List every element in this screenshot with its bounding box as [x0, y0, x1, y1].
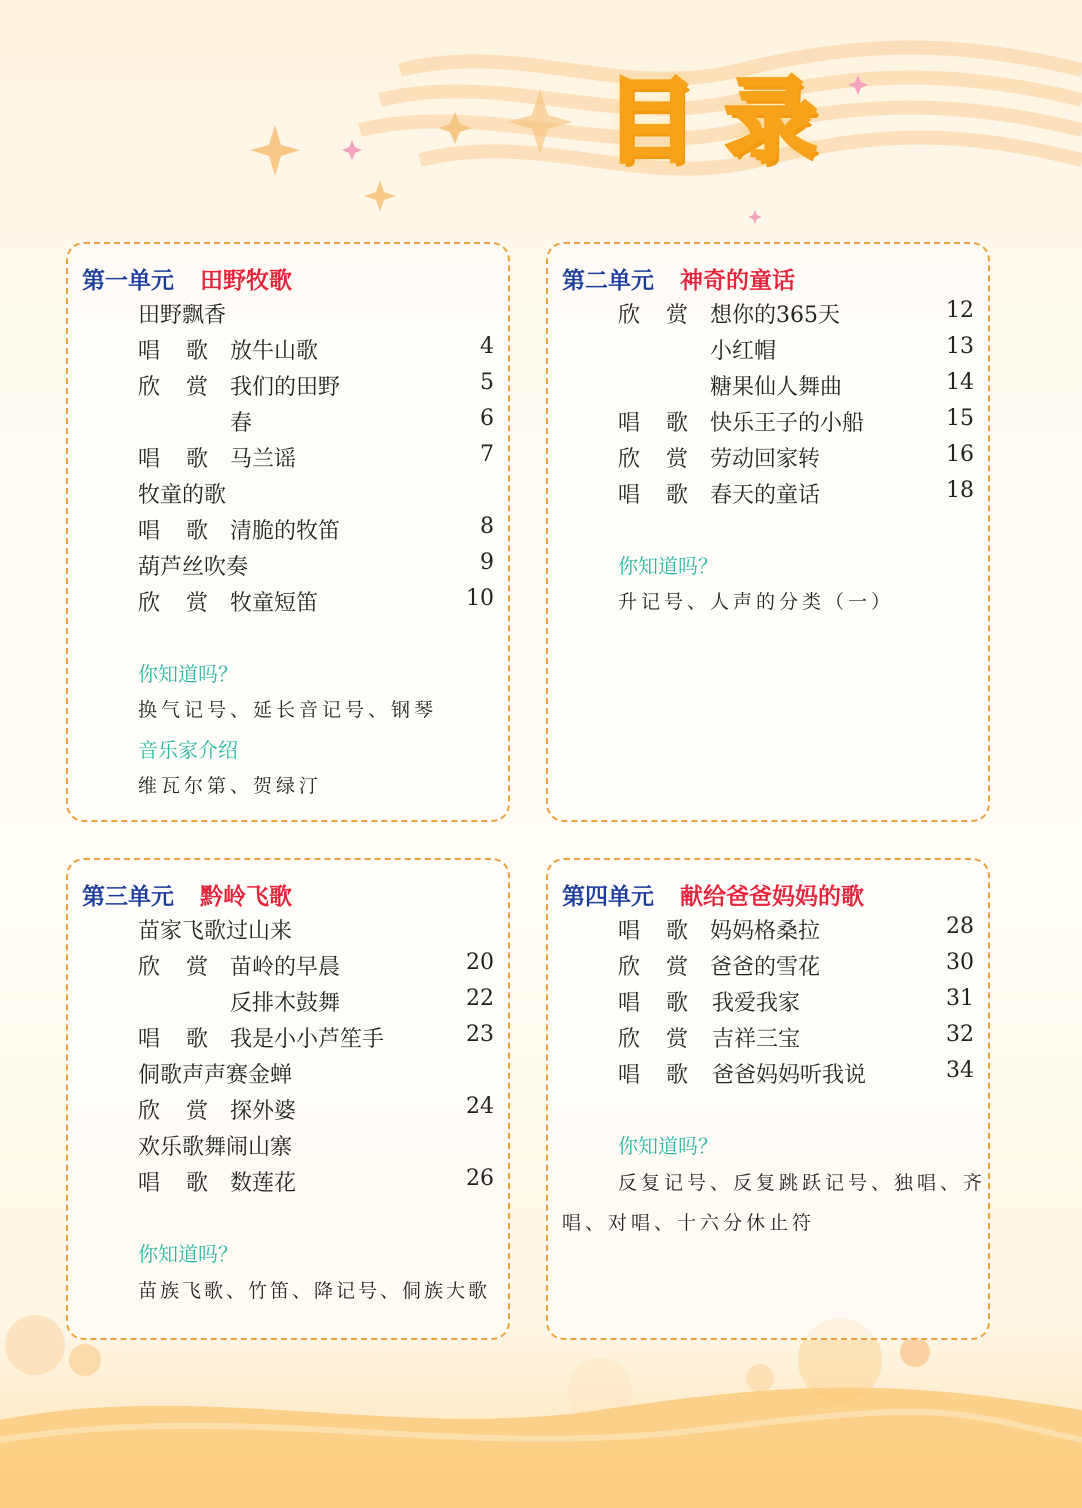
- unit4-know-label: 你知道吗？: [618, 1134, 718, 1158]
- unit1-know-text: 换气记号、延长音记号、钢琴: [138, 699, 438, 721]
- unit3-know-label: 你知道吗？: [138, 1242, 238, 1266]
- toc-entry[interactable]: 欣赏 我们的田野 5: [138, 370, 494, 400]
- toc-entry[interactable]: 唱歌 放牛山歌 4: [138, 334, 494, 364]
- toc-entry[interactable]: 欣赏 苗岭的早晨 20: [138, 950, 494, 980]
- bottom-wave: [0, 1388, 1082, 1508]
- unit4-know-text-line2: 唱、对唱、十六分休止符: [562, 1212, 816, 1234]
- star-icon: [250, 90, 572, 212]
- toc-entry[interactable]: 葫芦丝吹奏 9: [138, 550, 494, 580]
- unit4-name: 献给爸爸妈妈的歌: [680, 884, 864, 910]
- unit4-number: 第四单元: [562, 884, 654, 910]
- toc-entry[interactable]: 唱歌 马兰谣 7: [138, 442, 494, 472]
- toc-entry[interactable]: 反排木鼓舞 22: [230, 986, 494, 1016]
- unit3-section-1: 苗家飞歌过山来: [138, 919, 293, 944]
- unit2-name: 神奇的童话: [680, 268, 795, 294]
- toc-entry[interactable]: 唱歌 我是小小芦笙手 23: [138, 1022, 494, 1052]
- unit1-name: 田野牧歌: [200, 268, 292, 294]
- toc-entry[interactable]: 春 6: [230, 406, 494, 436]
- toc-entry[interactable]: 欣赏 探外婆 24: [138, 1094, 494, 1124]
- unit2-know-text: 升记号、人声的分类（一）: [618, 591, 895, 613]
- unit2-know-label: 你知道吗？: [618, 554, 718, 578]
- unit3-section-3: 欢乐歌舞闹山寨: [138, 1135, 293, 1160]
- unit1-section-2: 牧童的歌: [138, 483, 227, 508]
- toc-entry[interactable]: 欣赏 牧童短笛 10: [138, 586, 494, 616]
- toc-entry[interactable]: 欣赏 爸爸的雪花 30: [618, 950, 974, 980]
- unit3-section-2: 侗歌声声赛金蝉: [138, 1063, 293, 1088]
- toc-entry[interactable]: 唱歌 春天的童话 18: [618, 478, 974, 508]
- toc-entry[interactable]: 糖果仙人舞曲 14: [710, 370, 974, 400]
- toc-entry[interactable]: 欣赏 想你的365天 12: [618, 298, 974, 328]
- page-title-text: 目录: [604, 68, 845, 175]
- bottom-wave-light: [0, 1412, 1082, 1440]
- unit2-number: 第二单元: [562, 268, 654, 294]
- page-title: [590, 62, 860, 182]
- unit3-number: 第三单元: [82, 884, 174, 910]
- toc-entry[interactable]: 唱歌 爸爸妈妈听我说 34: [618, 1058, 974, 1088]
- toc-entry[interactable]: 唱歌 我爱我家 31: [618, 986, 974, 1016]
- toc-entry[interactable]: 欣赏 吉祥三宝 32: [618, 1022, 974, 1052]
- toc-entry[interactable]: 唱歌 快乐王子的小船 15: [618, 406, 974, 436]
- toc-entry[interactable]: 欣赏 劳动回家转 16: [618, 442, 974, 472]
- unit2-heading: [562, 262, 795, 295]
- toc-entry[interactable]: 唱歌 妈妈格桑拉 28: [618, 914, 974, 944]
- unit3-heading: [82, 878, 292, 911]
- unit4-know-text-line1: 反复记号、反复跳跃记号、独唱、齐: [618, 1172, 987, 1194]
- toc-entry[interactable]: 唱歌 清脆的牧笛 8: [138, 514, 494, 544]
- unit1-musician-text: 维瓦尔第、贺绿汀: [138, 775, 323, 797]
- unit1-number: 第一单元: [82, 268, 174, 294]
- unit3-name: 黔岭飞歌: [200, 884, 292, 910]
- unit3-know-text: 苗族飞歌、竹笛、降记号、侗族大歌: [138, 1280, 491, 1302]
- toc-entry[interactable]: 小红帽 13: [710, 334, 974, 364]
- unit4-heading: [562, 878, 864, 911]
- toc-entry[interactable]: 唱歌 数莲花 26: [138, 1166, 494, 1196]
- unit1-heading: [82, 262, 292, 295]
- unit1-know-label: 你知道吗？: [138, 662, 238, 686]
- unit1-musician-label: 音乐家介绍: [138, 738, 238, 762]
- unit1-section-1: 田野飘香: [138, 303, 227, 328]
